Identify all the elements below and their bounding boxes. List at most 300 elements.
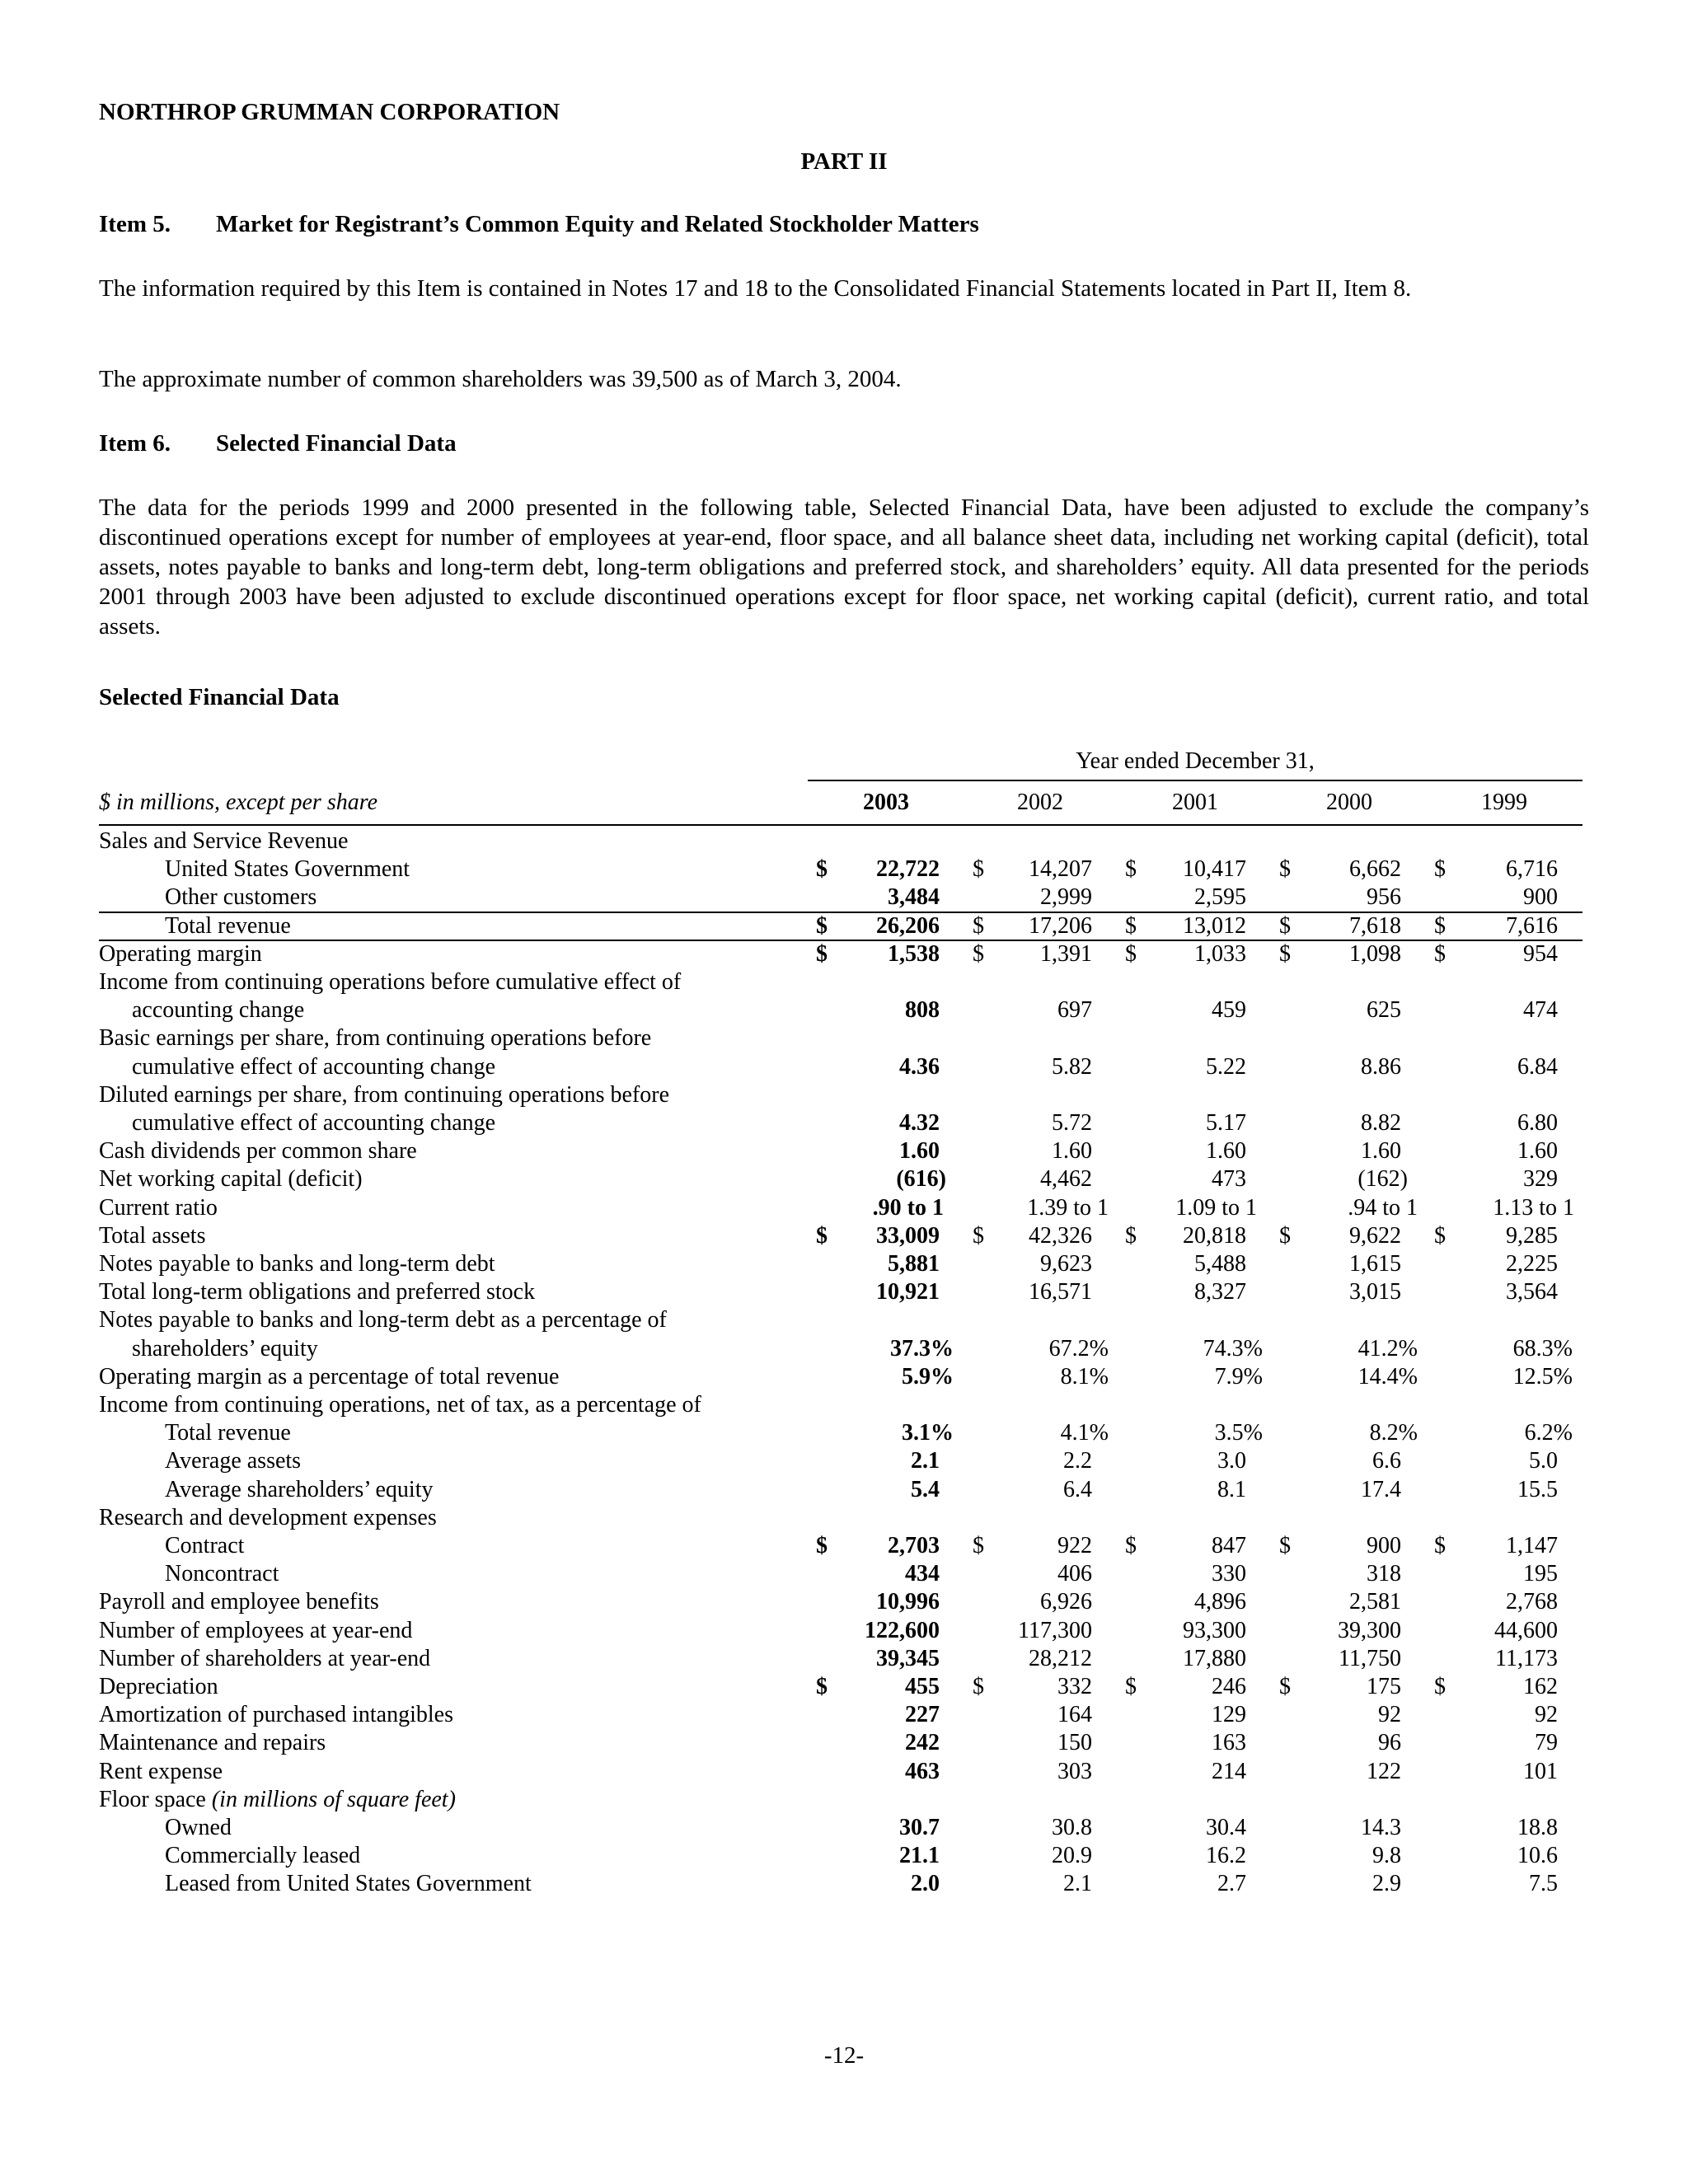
cell-2001: 10,417 xyxy=(1183,856,1246,883)
cell-2003: 808 xyxy=(905,997,940,1024)
table-row xyxy=(0,1419,1688,1447)
row-label-text: accounting change xyxy=(132,997,305,1024)
cell-2001: 129 xyxy=(1212,1702,1246,1728)
dollar-sign-2001: $ xyxy=(1125,856,1137,883)
table-row xyxy=(0,1222,1688,1250)
row-label-text: Current ratio xyxy=(99,1194,218,1221)
table-row xyxy=(0,1335,1688,1363)
cell-2001: 8,327 xyxy=(1194,1279,1246,1305)
table-row xyxy=(0,1194,1688,1222)
cell-2001: 5,488 xyxy=(1194,1251,1246,1277)
cell-1999: 15.5 xyxy=(1517,1476,1558,1502)
row-label-text: Average assets xyxy=(165,1448,302,1474)
row-label xyxy=(99,827,348,855)
dollar-sign-2002: $ xyxy=(973,1222,984,1249)
row-label xyxy=(165,1476,434,1504)
row-label xyxy=(132,1109,495,1137)
cell-2001: 246 xyxy=(1212,1674,1246,1699)
cell-2001: 16.2 xyxy=(1206,1843,1246,1869)
table-row xyxy=(0,827,1688,855)
cell-1999: 5.0 xyxy=(1529,1448,1558,1474)
table-row xyxy=(0,883,1688,912)
item6-paragraph: The data for the periods 1999 and 2000 presented in the following table, Selected Financial Data, have been adjusted to exclude the company’s discontinued operations except for number of employees at year-end, floor space, and all balance sheet data, including net working capital (deficit), total assets, notes payable to banks and long-term debt, long-term obligations and preferred stock, and shareholders’ equity. All data presented for the periods 2001 through 2003 have been adjusted to exclude discontinued operations except for floor space, net working capital (deficit), current ratio, and total assets. xyxy=(99,494,1589,640)
cell-2000: 96 xyxy=(1378,1730,1401,1756)
cell-2003: 33,009 xyxy=(876,1222,940,1249)
table-row xyxy=(0,1701,1688,1729)
table-row xyxy=(0,1137,1688,1165)
cell-2002: 16,571 xyxy=(1029,1279,1092,1305)
row-label xyxy=(99,1363,559,1391)
row-label-text: cumulative effect of accounting change xyxy=(132,1053,496,1080)
cell-2000: 2.9 xyxy=(1372,1871,1401,1897)
dollar-sign-2000: $ xyxy=(1279,1674,1291,1699)
table-row xyxy=(0,1617,1688,1645)
cell-2000: (162) xyxy=(1357,1166,1408,1193)
row-label-text: Owned xyxy=(165,1815,232,1840)
row-label xyxy=(99,1306,667,1334)
cell-2001: 2,595 xyxy=(1194,884,1246,911)
item5-heading xyxy=(99,211,979,238)
table-row xyxy=(0,1447,1688,1475)
dollar-sign-2001: $ xyxy=(1125,1533,1137,1558)
year-header-1999: 1999 xyxy=(1481,790,1527,815)
table-row xyxy=(0,1053,1688,1081)
row-label xyxy=(99,1729,326,1757)
row-label-text: Notes payable to banks and long-term debt as a percentage of xyxy=(99,1307,667,1333)
cell-2000: 2,581 xyxy=(1349,1589,1401,1615)
year-header-2003: 2003 xyxy=(863,790,909,815)
cell-2000: 1,615 xyxy=(1349,1251,1401,1277)
row-label xyxy=(165,1532,244,1560)
row-label-text: Floor space xyxy=(99,1786,206,1812)
cell-1999: 9,285 xyxy=(1506,1222,1558,1249)
cell-2000: 1,098 xyxy=(1349,940,1401,967)
cell-1999: 900 xyxy=(1523,884,1558,911)
row-label xyxy=(99,1786,456,1814)
row-label-text: Sales and Service Revenue xyxy=(99,828,349,854)
table-row xyxy=(0,1588,1688,1616)
cell-2002: 9,623 xyxy=(1040,1251,1092,1277)
row-label-text: Net working capital (deficit) xyxy=(99,1166,363,1193)
dollar-sign-2001: $ xyxy=(1125,912,1137,939)
row-label xyxy=(165,855,410,883)
cell-2001: 1,033 xyxy=(1194,940,1246,967)
cell-2003: 434 xyxy=(905,1561,940,1587)
item6-heading xyxy=(99,430,457,457)
row-label-text: Income from continuing operations before cumulative effect of xyxy=(99,969,682,995)
cell-1999: 7,616 xyxy=(1506,912,1558,939)
cell-2002: 117,300 xyxy=(1018,1617,1092,1643)
cell-2002: 6.4 xyxy=(1063,1476,1092,1502)
cell-2002: 2.2 xyxy=(1063,1448,1092,1474)
cell-2002: 922 xyxy=(1057,1533,1092,1558)
cell-2003: 122,600 xyxy=(865,1617,940,1643)
cell-2002: 17,206 xyxy=(1029,912,1092,939)
item6-title: Selected Financial Data xyxy=(216,430,457,457)
cell-1999: 10.6 xyxy=(1517,1843,1558,1869)
cell-1999: 1.60 xyxy=(1517,1138,1558,1165)
cell-2003: 4.32 xyxy=(899,1110,940,1136)
cell-1999: 6,716 xyxy=(1506,856,1558,883)
total-revenue-top-rule xyxy=(99,912,1582,913)
row-label-text: Number of shareholders at year-end xyxy=(99,1645,431,1671)
cell-2000: 11,750 xyxy=(1339,1645,1401,1671)
cell-2002: 2.1 xyxy=(1063,1871,1092,1897)
cell-2002: 14,207 xyxy=(1029,856,1092,883)
table-row xyxy=(0,1250,1688,1278)
cell-2001: 17,880 xyxy=(1183,1645,1246,1671)
cell-2001: 93,300 xyxy=(1183,1617,1246,1643)
row-label xyxy=(165,1560,279,1588)
year-header-2002: 2002 xyxy=(1017,790,1063,815)
table-row xyxy=(0,940,1688,968)
cell-1999: 18.8 xyxy=(1517,1815,1558,1840)
cell-2002: 5.82 xyxy=(1052,1053,1092,1080)
row-label xyxy=(99,1222,205,1250)
dollar-sign-2003: $ xyxy=(816,912,828,939)
cell-1999: 6.84 xyxy=(1517,1053,1558,1080)
dollar-sign-2000: $ xyxy=(1279,1533,1291,1558)
cell-2002: 1.39 to 1 xyxy=(1027,1194,1109,1221)
dollar-sign-2003: $ xyxy=(816,856,828,883)
cell-2003: 463 xyxy=(905,1758,940,1784)
cell-2001: 8.1 xyxy=(1217,1476,1246,1502)
dollar-sign-2001: $ xyxy=(1125,1222,1137,1249)
table-row xyxy=(0,1673,1688,1701)
row-label-text: Rent expense xyxy=(99,1758,223,1784)
table-row xyxy=(0,1870,1688,1898)
cell-2002: 42,326 xyxy=(1029,1222,1092,1249)
table-title: Selected Financial Data xyxy=(99,684,340,710)
cell-2003: 1.60 xyxy=(899,1138,940,1165)
row-label xyxy=(99,1588,379,1616)
cell-2001: 5.22 xyxy=(1206,1053,1246,1080)
row-label-text: Other customers xyxy=(165,884,317,911)
row-label-text: Total revenue xyxy=(165,912,291,939)
table-row xyxy=(0,1786,1688,1814)
cell-2000: 9.8 xyxy=(1372,1843,1401,1869)
cell-2002: 20.9 xyxy=(1052,1843,1092,1869)
cell-2001: 3.0 xyxy=(1217,1448,1246,1474)
cell-2000: 6,662 xyxy=(1349,856,1401,883)
row-label-text: Amortization of purchased intangibles xyxy=(99,1702,453,1728)
row-label-text: Average shareholders’ equity xyxy=(165,1476,434,1502)
cell-2000: 8.86 xyxy=(1361,1053,1401,1080)
table-row xyxy=(0,855,1688,883)
table-row xyxy=(0,1842,1688,1870)
dollar-sign-1999: $ xyxy=(1434,1674,1446,1699)
cell-2003: 2.0 xyxy=(911,1871,940,1897)
row-label xyxy=(99,1250,495,1278)
cell-1999: 79 xyxy=(1535,1730,1558,1756)
dollar-sign-1999: $ xyxy=(1434,1533,1446,1558)
row-label-text: Operating margin as a percentage of total revenue xyxy=(99,1363,560,1390)
dollar-sign-1999: $ xyxy=(1434,940,1446,967)
cell-2003: 1,538 xyxy=(888,940,940,967)
cell-2001: 1.09 to 1 xyxy=(1175,1194,1257,1221)
cell-2000: 956 xyxy=(1367,884,1401,911)
cell-1999: 101 xyxy=(1523,1758,1558,1784)
cell-2002: 2,999 xyxy=(1040,884,1092,911)
cell-2002: 332 xyxy=(1057,1674,1092,1699)
row-label xyxy=(99,1081,669,1109)
part-heading: PART II xyxy=(800,148,888,175)
cell-1999: 195 xyxy=(1523,1561,1558,1587)
dollar-sign-1999: $ xyxy=(1434,912,1446,939)
cell-2001: 2.7 xyxy=(1217,1871,1246,1897)
row-label-text: Basic earnings per share, from continuing operations before xyxy=(99,1025,652,1052)
row-label-text: Number of employees at year-end xyxy=(99,1617,413,1643)
cell-2003: 22,722 xyxy=(876,856,940,883)
cell-2002: 406 xyxy=(1057,1561,1092,1587)
cell-2001: 4,896 xyxy=(1194,1589,1246,1615)
cell-2002: 1,391 xyxy=(1040,940,1092,967)
row-label-text: Total revenue xyxy=(165,1420,291,1446)
cell-2002: 30.8 xyxy=(1052,1815,1092,1840)
cell-1999: 44,600 xyxy=(1494,1617,1558,1643)
row-label-text: Cash dividends per common share xyxy=(99,1138,417,1165)
row-label xyxy=(99,1137,417,1165)
row-label xyxy=(99,1617,412,1645)
cell-2002: 4,462 xyxy=(1040,1166,1092,1193)
row-label xyxy=(99,1165,363,1193)
cell-2003: 3.1% xyxy=(902,1420,954,1446)
company-name: NORTHROP GRUMMAN CORPORATION xyxy=(99,99,560,125)
table-row xyxy=(0,1504,1688,1532)
cell-1999: 12.5% xyxy=(1512,1363,1573,1390)
cell-2000: 625 xyxy=(1367,997,1401,1024)
cell-2003: 227 xyxy=(905,1702,940,1728)
cell-2001: 5.17 xyxy=(1206,1110,1246,1136)
cell-2002: 8.1% xyxy=(1060,1363,1109,1390)
cell-1999: 1,147 xyxy=(1506,1533,1558,1558)
cell-1999: 954 xyxy=(1523,940,1558,967)
cell-1999: 3,564 xyxy=(1506,1279,1558,1305)
dollar-sign-2002: $ xyxy=(973,912,984,939)
cell-2003: 5.9% xyxy=(902,1363,954,1390)
dollar-sign-2002: $ xyxy=(973,1674,984,1699)
row-label-text: Maintenance and repairs xyxy=(99,1730,326,1756)
cell-2002: 150 xyxy=(1057,1730,1092,1756)
cell-2002: 6,926 xyxy=(1040,1589,1092,1615)
cell-2000: 6.6 xyxy=(1372,1448,1401,1474)
row-label xyxy=(165,1814,232,1842)
table-row xyxy=(0,1476,1688,1504)
cell-2003: 30.7 xyxy=(899,1815,940,1840)
cell-2000: 175 xyxy=(1367,1674,1401,1699)
row-label xyxy=(165,883,316,912)
cell-2003: 3,484 xyxy=(888,884,940,911)
cell-2000: 8.2% xyxy=(1369,1420,1418,1446)
cell-1999: 6.2% xyxy=(1524,1420,1573,1446)
cell-2003: 5,881 xyxy=(888,1251,940,1277)
cell-2000: 9,622 xyxy=(1349,1222,1401,1249)
dollar-sign-2000: $ xyxy=(1279,912,1291,939)
cell-1999: 474 xyxy=(1523,997,1558,1024)
dollar-sign-1999: $ xyxy=(1434,1222,1446,1249)
cell-2000: 17.4 xyxy=(1361,1476,1401,1502)
row-label xyxy=(132,1335,318,1363)
cell-1999: 68.3% xyxy=(1512,1335,1573,1361)
cell-1999: 329 xyxy=(1523,1166,1558,1193)
table-row xyxy=(0,912,1688,940)
row-label xyxy=(165,1419,291,1447)
cell-2001: 20,818 xyxy=(1183,1222,1246,1249)
table-row xyxy=(0,1814,1688,1842)
row-label-text: Depreciation xyxy=(99,1674,218,1699)
cell-2003: .90 to 1 xyxy=(872,1194,944,1221)
row-label-text: Income from continuing operations, net of tax, as a percentage of xyxy=(99,1392,701,1418)
row-label-suffix: (in millions of square feet) xyxy=(211,1786,456,1812)
cell-2001: 330 xyxy=(1212,1561,1246,1587)
row-label xyxy=(99,940,262,968)
cell-2000: 318 xyxy=(1367,1561,1401,1587)
table-row xyxy=(0,1645,1688,1673)
dollar-sign-2003: $ xyxy=(816,1533,828,1558)
row-label-text: cumulative effect of accounting change xyxy=(132,1110,496,1136)
table-row xyxy=(0,1363,1688,1391)
period-underline xyxy=(808,780,1582,781)
cell-2000: 8.82 xyxy=(1361,1110,1401,1136)
year-header-2000: 2000 xyxy=(1326,790,1372,815)
table-row xyxy=(0,1560,1688,1588)
cell-1999: 11,173 xyxy=(1495,1645,1558,1671)
cell-2000: 41.2% xyxy=(1357,1335,1418,1361)
cell-2002: 303 xyxy=(1057,1758,1092,1784)
row-label xyxy=(165,1447,301,1475)
row-label-text: Notes payable to banks and long-term debt xyxy=(99,1251,495,1277)
cell-2001: 13,012 xyxy=(1183,912,1246,939)
cell-2003: 10,921 xyxy=(876,1279,940,1305)
dollar-sign-1999: $ xyxy=(1434,856,1446,883)
header-rule xyxy=(99,824,1582,826)
cell-2002: 5.72 xyxy=(1052,1110,1092,1136)
table-row xyxy=(0,1278,1688,1306)
dollar-sign-2002: $ xyxy=(973,856,984,883)
table-row xyxy=(0,1729,1688,1757)
cell-1999: 2,225 xyxy=(1506,1251,1558,1277)
cell-2001: 30.4 xyxy=(1206,1815,1246,1840)
row-label-text: Noncontract xyxy=(165,1561,279,1587)
table-row xyxy=(0,1024,1688,1052)
cell-2000: 7,618 xyxy=(1349,912,1401,939)
dollar-sign-2000: $ xyxy=(1279,856,1291,883)
row-label xyxy=(99,1504,437,1532)
cell-2001: 1.60 xyxy=(1206,1138,1246,1165)
cell-2000: 900 xyxy=(1367,1533,1401,1558)
row-label xyxy=(165,1870,532,1898)
table-row xyxy=(0,1109,1688,1137)
row-label xyxy=(165,912,291,940)
cell-2003: 10,996 xyxy=(876,1589,940,1615)
cell-2000: 1.60 xyxy=(1361,1138,1401,1165)
year-header-2001: 2001 xyxy=(1172,790,1218,815)
table-row xyxy=(0,1306,1688,1334)
cell-2000: 92 xyxy=(1378,1702,1401,1728)
cell-1999: 6.80 xyxy=(1517,1110,1558,1136)
item6-number: Item 6. xyxy=(99,430,171,457)
row-label-text: Research and development expenses xyxy=(99,1504,437,1530)
cell-2003: 5.4 xyxy=(911,1476,940,1502)
table-row xyxy=(0,1532,1688,1560)
cell-1999: 2,768 xyxy=(1506,1589,1558,1615)
row-label-text: Total long-term obligations and preferred stock xyxy=(99,1279,536,1305)
cell-2001: 214 xyxy=(1212,1758,1246,1784)
row-label xyxy=(99,1278,535,1306)
cell-2002: 697 xyxy=(1057,997,1092,1024)
cell-2002: 67.2% xyxy=(1048,1335,1109,1361)
table-row xyxy=(0,1081,1688,1109)
page-number: -12- xyxy=(823,2042,865,2069)
row-label-text: Diluted earnings per share, from continuing operations before xyxy=(99,1081,670,1108)
dollar-sign-2003: $ xyxy=(816,1222,828,1249)
cell-2003: 39,345 xyxy=(876,1645,940,1671)
cell-2003: 2,703 xyxy=(888,1533,940,1558)
row-label-text: Contract xyxy=(165,1533,245,1558)
cell-1999: 162 xyxy=(1523,1674,1558,1699)
cell-2000: 122 xyxy=(1367,1758,1401,1784)
row-label xyxy=(99,1024,651,1052)
row-label-text: Commercially leased xyxy=(165,1843,361,1869)
row-label-text: Payroll and employee benefits xyxy=(99,1589,379,1615)
cell-2000: .94 to 1 xyxy=(1348,1194,1418,1221)
dollar-sign-2002: $ xyxy=(973,940,984,967)
cell-2001: 847 xyxy=(1212,1533,1246,1558)
table-row xyxy=(0,968,1688,996)
cell-2002: 164 xyxy=(1057,1702,1092,1728)
cell-2000: 14.3 xyxy=(1361,1815,1401,1840)
cell-2002: 4.1% xyxy=(1060,1420,1109,1446)
cell-2000: 3,015 xyxy=(1349,1279,1401,1305)
table-row xyxy=(0,1165,1688,1193)
dollar-sign-2001: $ xyxy=(1125,1674,1137,1699)
row-label-text: United States Government xyxy=(165,856,410,883)
dollar-sign-2002: $ xyxy=(973,1533,984,1558)
cell-1999: 92 xyxy=(1535,1702,1558,1728)
row-label xyxy=(99,1391,701,1419)
cell-2003: 4.36 xyxy=(899,1053,940,1080)
cell-2003: 2.1 xyxy=(911,1448,940,1474)
cell-2001: 74.3% xyxy=(1203,1335,1263,1361)
cell-2001: 459 xyxy=(1212,997,1246,1024)
row-label-text: Leased from United States Government xyxy=(165,1871,532,1897)
dollar-sign-2001: $ xyxy=(1125,940,1137,967)
units-label: $ in millions, except per share xyxy=(99,790,378,815)
period-label: Year ended December 31, xyxy=(1076,748,1315,774)
table-row xyxy=(0,1391,1688,1419)
row-label xyxy=(132,996,304,1024)
cell-2001: 3.5% xyxy=(1214,1420,1263,1446)
row-label xyxy=(99,1194,218,1222)
cell-2003: (616) xyxy=(896,1166,946,1193)
cell-2003: 242 xyxy=(905,1730,940,1756)
row-label xyxy=(99,1758,223,1786)
cell-2001: 473 xyxy=(1212,1166,1246,1193)
table-row xyxy=(0,996,1688,1024)
dollar-sign-2000: $ xyxy=(1279,940,1291,967)
cell-2003: 21.1 xyxy=(899,1843,940,1869)
dollar-sign-2003: $ xyxy=(816,1674,828,1699)
cell-2003: 455 xyxy=(905,1674,940,1699)
row-label xyxy=(132,1053,495,1081)
cell-2000: 39,300 xyxy=(1338,1617,1401,1643)
row-label xyxy=(99,1645,430,1673)
item5-paragraph-2: The approximate number of common shareholders was 39,500 as of March 3, 2004. xyxy=(99,366,902,392)
item5-number: Item 5. xyxy=(99,211,171,237)
row-label-text: Operating margin xyxy=(99,940,262,967)
cell-2003: 37.3% xyxy=(890,1335,954,1361)
dollar-sign-2000: $ xyxy=(1279,1222,1291,1249)
